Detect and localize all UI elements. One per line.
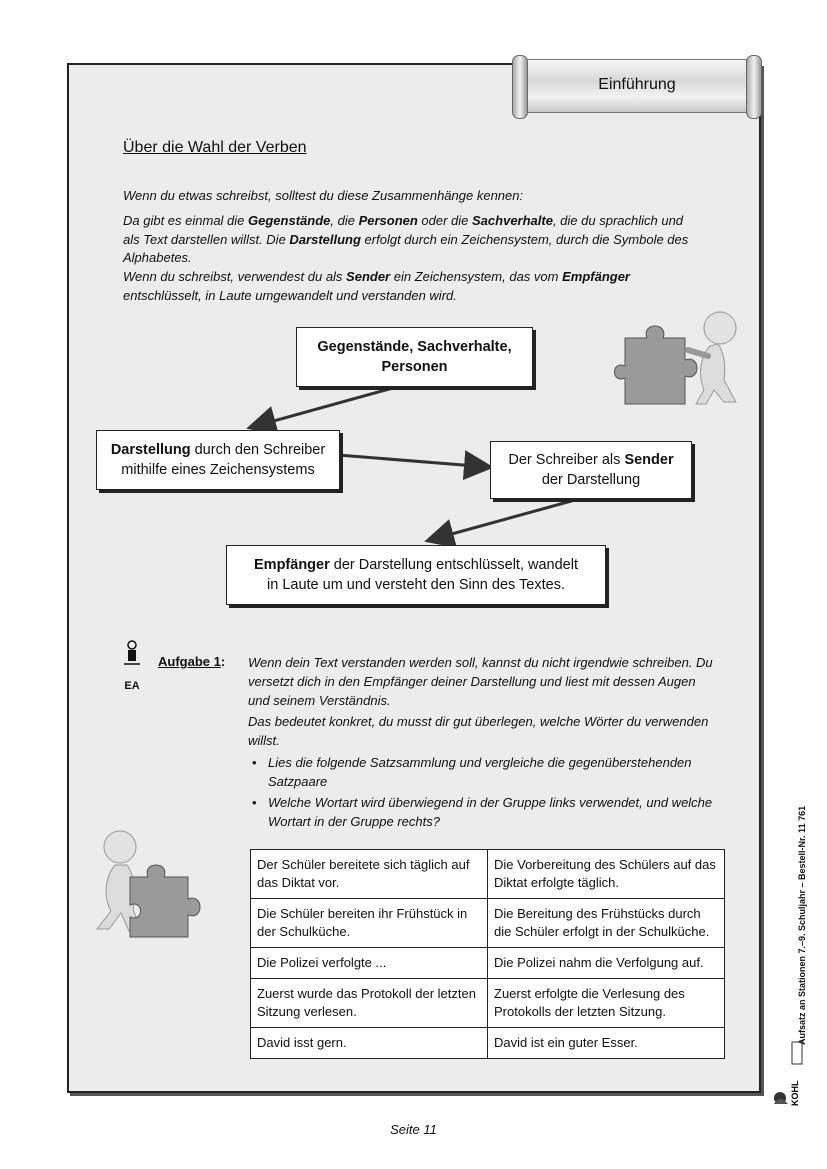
table-row [251, 948, 725, 979]
task-paragraph-1: Wenn dein Text verstanden werden soll, kannst du nicht irgendwie schreiben. Du versetzt dich in den Empfänger deiner Darstellung und liest mit dessen Augen und seinem Verständnis. [248, 655, 713, 708]
table-cell-right: Die Vorbereitung des Schülers auf das Diktat erfolgte täglich. [488, 850, 725, 899]
table-cell-left: Die Polizei verfolgte ... [251, 948, 488, 979]
intro-line: Wenn du etwas schreibst, solltest du diese Zusammenhänge kennen: [123, 188, 524, 203]
diagram-box-representation: Darstellung durch den Schreiber mithilfe eines Zeichensystems [96, 430, 340, 490]
single-work-icon [124, 640, 140, 666]
page-heading: Über die Wahl der Verben [123, 139, 307, 156]
table-cell-left: David isst gern. [251, 1028, 488, 1059]
table-row [251, 979, 725, 1028]
publisher-logo-icon [770, 1040, 810, 1110]
table-row [251, 899, 725, 948]
puzzle-figure-icon [85, 825, 225, 940]
work-form-label: EA [124, 680, 140, 692]
table-cell-left: Der Schüler bereitete sich täglich auf das Diktat vor. [251, 850, 488, 899]
table-row [251, 850, 725, 899]
table-cell-right: David ist ein guter Esser. [488, 1028, 725, 1059]
table-cell-left: Die Schüler bereiten ihr Frühstück in der Schulküche. [251, 899, 488, 948]
page-number: Seite 11 [390, 1122, 437, 1137]
diagram-box-receiver: Empfänger der Darstellung entschlüsselt, wandelt in Laute um und versteht den Sinn des Textes. [226, 545, 606, 605]
table-cell-right: Die Bereitung des Frühstücks durch die Schüler erfolgt in der Schulküche. [488, 899, 725, 948]
arrow-1 [252, 386, 400, 427]
intro-paragraph-1: Da gibt es einmal die Gegenstände, die Personen oder die Sachverhalte, die du sprachlich und als Text darstellen willst. Die Darstellung erfolgt durch ein Zeichensystem, durch die Symbole des Alphabetes. [123, 213, 689, 265]
section-title: Einführung [598, 76, 676, 93]
arrow-3 [430, 500, 575, 540]
arrow-2 [338, 455, 488, 467]
logo-text: KOHL [790, 1080, 800, 1106]
table-cell-left: Zuerst wurde das Protokoll der letzten Sitzung verlesen. [251, 979, 488, 1028]
bullet-dot: • [252, 755, 257, 770]
diagram-box-sender: Der Schreiber als Sender der Darstellung [490, 441, 692, 499]
table-cell-right: Zuerst erfolgte die Verlesung des Protokolls der letzten Sitzung. [488, 979, 725, 1028]
intro-paragraph-2: Wenn du schreibst, verwendest du als Sender ein Zeichensystem, das vom Empfänger entschlüsselt, in Laute umgewandelt und verstanden wird. [123, 269, 630, 303]
bullet-dot: • [252, 795, 257, 810]
diagram-box-objects: Gegenstände, Sachverhalte, Personen [296, 327, 533, 387]
table-cell-right: Die Polizei nahm die Verfolgung auf. [488, 948, 725, 979]
task-paragraph-2: Das bedeutet konkret, du musst dir gut überlegen, welche Wörter du verwenden willst. [248, 714, 709, 748]
table-row [251, 1028, 725, 1059]
publisher-sidebar: Aufsatz an Stationen 7.–9. Schuljahr – Bestell-Nr. 11 761 [797, 805, 807, 1045]
task-label: Aufgabe 1: [158, 654, 226, 669]
sentence-pairs-table [250, 849, 725, 1059]
